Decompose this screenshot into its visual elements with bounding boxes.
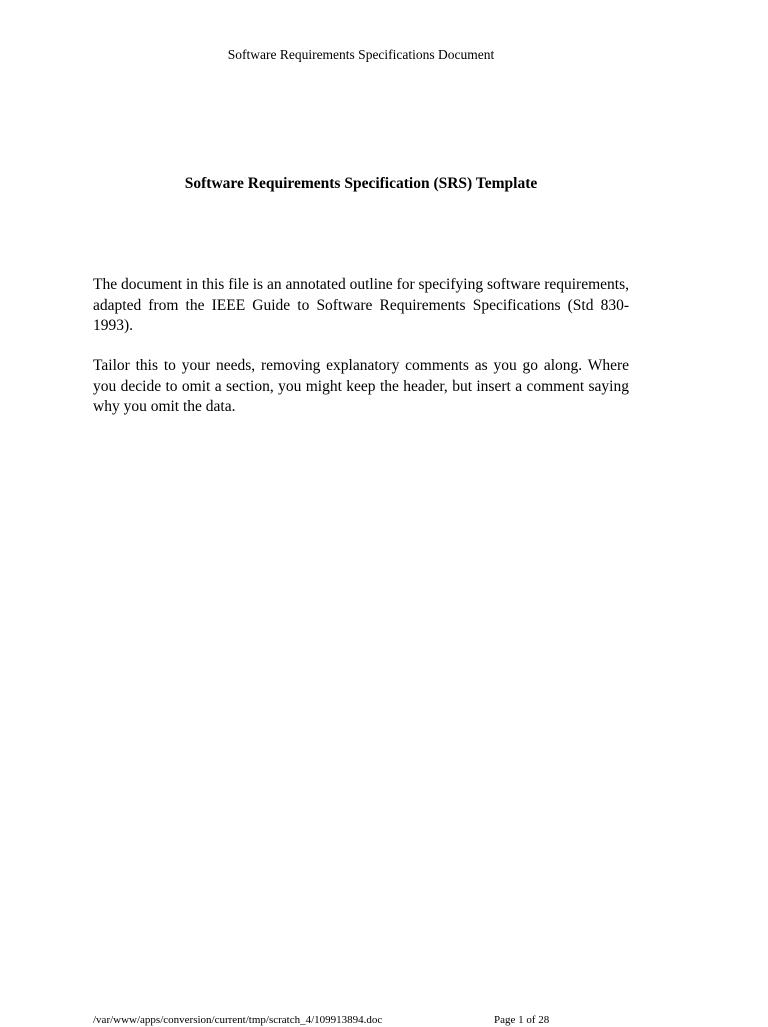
running-header: Software Requirements Specifications Document: [227, 47, 495, 62]
footer-page-number: Page 1 of 28: [494, 1014, 550, 1026]
document-title: Software Requirements Specification (SRS) Template: [184, 175, 538, 192]
footer-file-path: /var/www/apps/conversion/current/tmp/scratch_4/109913894.doc: [93, 1014, 383, 1026]
intro-paragraph: The document in this file is an annotated outline for specifying software requirements, adapted from the IEEE Guide to Software Requirements Specifications (Std 830-1993).: [93, 276, 629, 334]
instructions-paragraph: Tailor this to your needs, removing explanatory comments as you go along. Where you decide to omit a section, you might keep the header, but insert a comment saying why you omit the data.: [93, 357, 629, 415]
